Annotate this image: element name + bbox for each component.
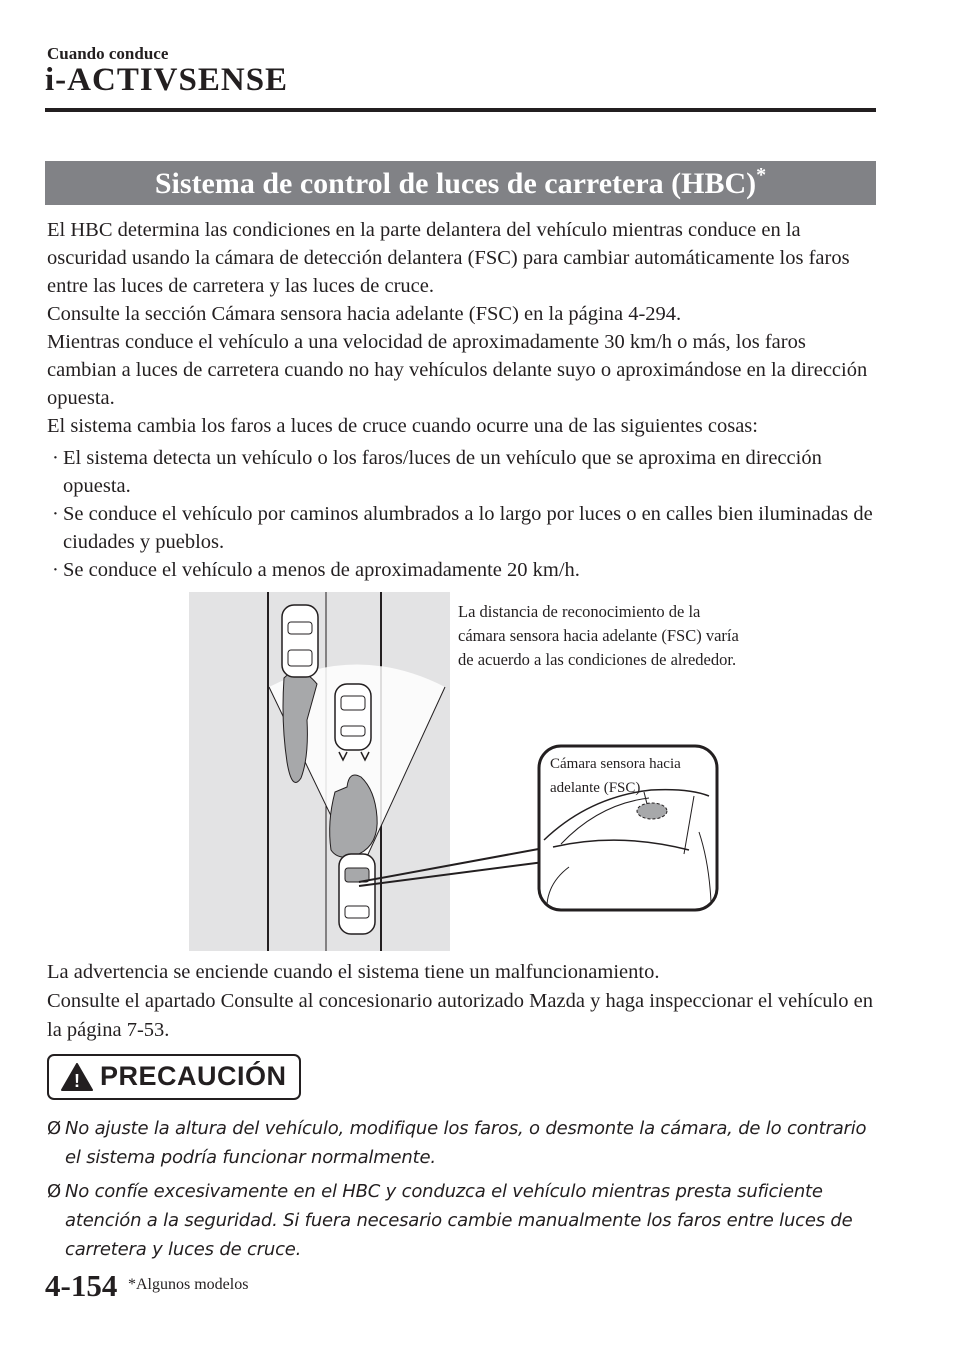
bullet-dot: · <box>52 447 59 469</box>
caution-item <box>47 1114 877 1172</box>
bullet-item <box>47 556 877 584</box>
intro-paragraph: El HBC determina las condiciones en la parte delantera del vehículo mientras conduce en la oscuridad usando la cámara de detección delantera (FSC) para cambiar automáticamente los faros entre las luces de carretera y las luces de cruce. <box>47 219 850 297</box>
bullet-item <box>47 444 877 500</box>
intro-paragraph: Mientras conduce el vehículo a una velocidad de aproximadamente 30 km/h o más, los faros cambian a luces de carretera cuando no hay vehículos delante suyo o aproximándose en la dirección opuesta. <box>47 331 868 409</box>
own-car <box>339 854 375 934</box>
warning-exclamation: ! <box>74 1071 80 1091</box>
bullet-dot: · <box>52 559 59 581</box>
intro-paragraph: Consulte la sección Cámara sensora hacia adelante (FSC) en la página 4-294. <box>47 303 682 325</box>
bullet-list <box>47 444 877 584</box>
warning-triangle-icon <box>61 1063 93 1091</box>
callout-recognition-range: La distancia de reconocimiento de la cámara sensora hacia adelante (FSC) varía de acuerdo a las condiciones de alrededor. <box>458 602 739 669</box>
after-paragraph: Consulte el apartado Consulte al concesionario autorizado Mazda y haga inspeccionar el vehículo en la página 7-53. <box>47 990 873 1041</box>
section-banner <box>45 161 876 205</box>
banner-title: Sistema de control de luces de carretera (HBC) <box>154 167 757 200</box>
caution-text: No ajuste la altura del vehículo, modifique los faros, o desmonte la cámara, de lo contrario el sistema podría funcionar normalmente. <box>65 1118 867 1168</box>
page-number: 4-154 <box>45 1268 118 1303</box>
oncoming-car <box>282 605 318 677</box>
arrow-bullet-icon: Ø <box>47 1118 61 1139</box>
arrow-bullet-icon: Ø <box>47 1181 61 1202</box>
after-text <box>47 958 877 1045</box>
caution-label: PRECAUCIÓN <box>100 1061 287 1091</box>
footnote: *Algunos modelos <box>128 1276 249 1293</box>
bullet-text: Se conduce el vehículo por caminos alumbrados a lo largo por luces o en calles bien iluminadas de ciudades y pueblos. <box>63 503 873 553</box>
header-rule <box>45 108 876 112</box>
camera-location-marker <box>637 803 667 819</box>
bullet-dot: · <box>52 503 59 525</box>
bullet-item <box>47 500 877 556</box>
bullet-text: Se conduce el vehículo a menos de aproximadamente 20 km/h. <box>63 559 580 581</box>
intro-text <box>47 216 877 440</box>
preceding-car <box>335 684 371 760</box>
intro-paragraph: El sistema cambia los faros a luces de cruce cuando ocurre una de las siguientes cosas: <box>47 415 758 437</box>
bullet-text: El sistema detecta un vehículo o los faros/luces de un vehículo que se aproxima en dirección opuesta. <box>63 447 822 497</box>
callout-camera: Cámara sensora hacia adelante (FSC) <box>550 756 681 796</box>
caution-list <box>47 1114 877 1269</box>
after-paragraph: La advertencia se enciende cuando el sistema tiene un malfuncionamiento. <box>47 961 660 983</box>
caution-text: No confíe excesivamente en el HBC y conduzca el vehículo mientras presta suficiente atención a la seguridad. Si fuera necesario cambie manualmente los faros entre luces de carretera y luces de cruce. <box>65 1181 853 1260</box>
header-section-label: Cuando conduce <box>47 44 169 63</box>
header-title: i-ACTIVSENSE <box>45 62 289 98</box>
banner-asterisk: * <box>756 164 767 186</box>
caution-item <box>47 1177 877 1264</box>
caution-box <box>47 1054 301 1100</box>
